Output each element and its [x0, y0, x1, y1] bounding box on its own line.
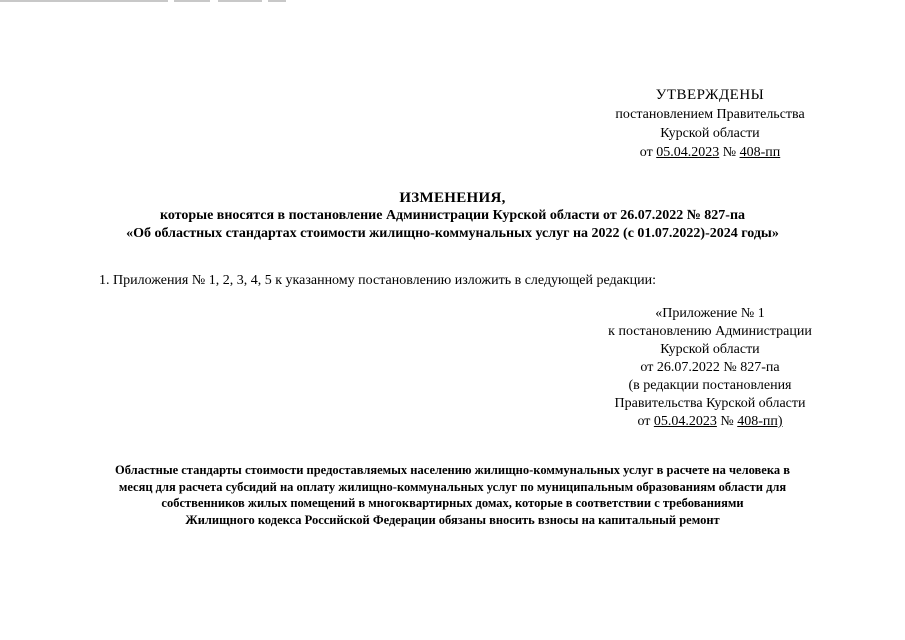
approval-region: Курской области	[660, 126, 760, 141]
standards-title	[40, 462, 865, 528]
standards-title-line-4: Жилищного кодекса Российской Федерации обязаны вносить взносы на капитальный ремонт	[185, 512, 720, 527]
appendix-line-1: «Приложение № 1	[655, 306, 765, 321]
heading-line-2: «Об областных стандартах стоимости жилищно-коммунальных услуг на 2022 (с 01.07.2022)-2024 годы»	[126, 226, 779, 241]
heading-line-1: которые вносятся в постановление Администрации Курской области от 26.07.2022 № 827-па	[159, 208, 746, 223]
approval-date: 05.04.2023	[656, 145, 720, 160]
scan-artifact-line	[0, 0, 168, 2]
appendix-line-4: от 26.07.2022 № 827-па	[640, 360, 780, 375]
standards-title-line-1: Областные стандарты стоимости предоставляемых населению жилищно-коммунальных услуг в расчете на человека в	[115, 463, 790, 477]
standards-title-line-2: месяц для расчета субсидий на оплату жилищно-коммунальных услуг по муниципальным образованиям области для	[118, 479, 787, 494]
document-heading	[40, 189, 865, 243]
appendix-date-line	[590, 413, 830, 431]
appendix-line-3: Курской области	[660, 342, 760, 357]
heading-title: ИЗМЕНЕНИЯ,	[399, 190, 506, 206]
paragraph-1: 1. Приложения № 1, 2, 3, 4, 5 к указанному постановлению изложить в следующей редакции:	[99, 273, 657, 288]
standards-title-line-3: собственников жилых помещений в многоквартирных домах, которые в соответствии с требованиями	[161, 496, 744, 510]
approval-number: 408-пп	[739, 145, 781, 160]
approval-date-line	[590, 143, 830, 162]
approval-block	[590, 86, 830, 162]
approval-date-prefix: от	[639, 145, 653, 160]
appendix-number: 408-пп)	[737, 414, 783, 429]
scan-artifact-line	[218, 0, 262, 2]
appendix-date: 05.04.2023	[653, 414, 717, 429]
appendix-date-prefix: от	[637, 414, 651, 429]
approval-number-sign: №	[722, 145, 737, 160]
approval-authority: постановлением Правительства	[615, 107, 805, 122]
approval-title: УТВЕРЖДЕНЫ	[655, 87, 765, 103]
appendix-number-sign: №	[720, 414, 734, 429]
appendix-block	[590, 305, 830, 431]
appendix-line-2: к постановлению Администрации	[608, 324, 812, 339]
appendix-line-5: (в редакции постановления	[628, 378, 792, 393]
scan-artifact-line	[174, 0, 210, 2]
appendix-line-6: Правительства Курской области	[614, 396, 806, 411]
scan-artifact-line	[268, 0, 286, 2]
